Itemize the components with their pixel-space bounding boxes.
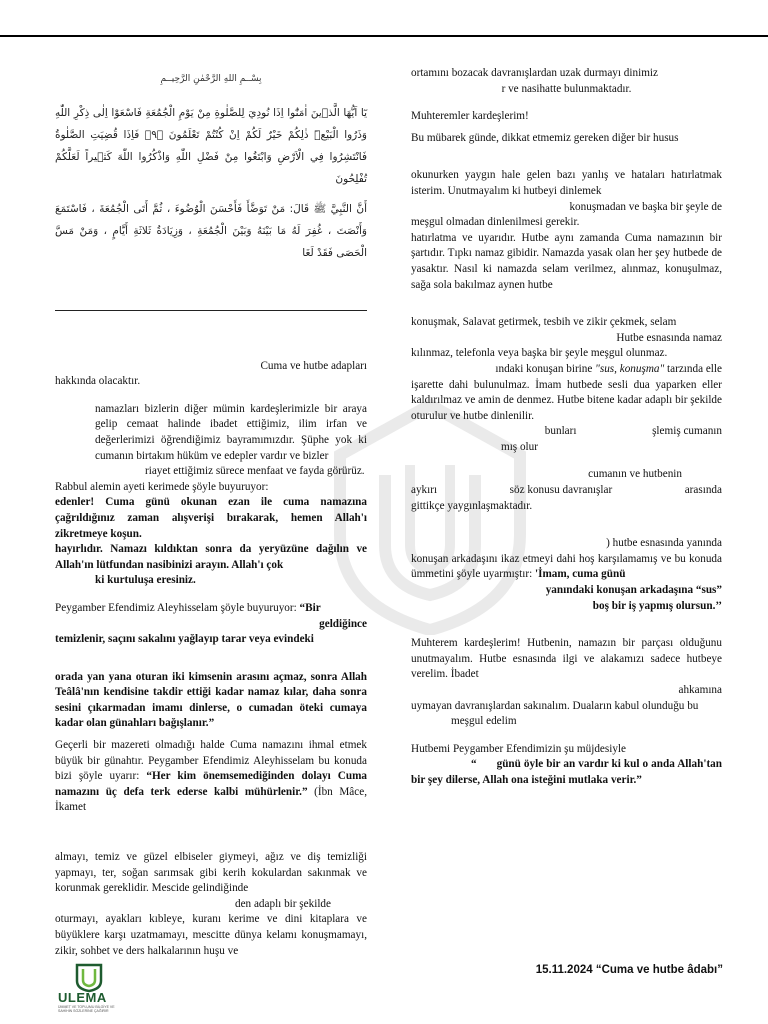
logo-subtitle: ÜMMET VE TOPLUMU BİLGİYE VE SAHİHİN SÖZLERİNE ÇAĞIRIR — [58, 1005, 115, 1013]
quote-bold: edenler! Cuma günü okunan ezan ile cuma namazına çağrıldığınız zaman alışverişi bırakarak, hemen Allah'ı zikretmeye koşun. — [55, 496, 367, 540]
paragraph: mış olur — [501, 440, 538, 453]
paragraph: okunurken yaygın hale gelen bazı yanlış ve hataları hatırlatmak isterim. Unutmayalım ki hutbeyi dinlemek — [411, 169, 722, 197]
paragraph: riayet ettiğimiz sürece menfaat ve fayda görürüz. — [145, 465, 365, 478]
paragraph: Muhterem kardeşlerim! Hutbenin, namazın bir parçası olduğunu unutmayalım. Hutbe esnasında ilgi ve alakamızı sadece hutbeye verelim. İbadet — [411, 637, 722, 681]
paragraph: meşgul olmadan dinlenilmesi gerekir. — [411, 216, 580, 229]
paragraph-text: arasında — [684, 484, 722, 497]
logo-text: ULEMA — [58, 990, 107, 1005]
quote-bold: geldiğince — [319, 617, 367, 630]
ayah-arabic: يَٓا اَيُّهَا الَّذ۪ينَ اٰمَنُٓوا اِذَا نُودِيَ لِلصَّلٰوةِ مِنْ يَوْمِ الْجُمُعَةِ فَاسْعَوْا اِلٰى ذِكْرِ اللّٰهِ وَذَرُوا الْبَيْعَۜ ذٰلِكُمْ خَيْرٌ لَكُمْ اِنْ كُنْتُمْ تَعْلَمُونَ ﴿٩﴾ فَاِذَا قُضِيَتِ الصَّلٰوةُ فَانْتَشِرُوا فِي الْاَرْضِ وَابْتَغُوا مِنْ فَضْلِ اللّٰهِ وَاذْكُرُوا اللّٰهَ كَث۪يراً لَعَلَّكُمْ تُفْلِحُونَ — [55, 106, 368, 185]
paragraph: Rabbul alemin ayeti kerimede şöyle buyuruyor: — [55, 480, 269, 493]
paragraph: r ve nasihatte bulunmaktadır. — [501, 82, 632, 95]
citation: (İbn Mâce, İkamet — [55, 785, 367, 814]
address: Muhteremler kardeşlerim! — [411, 110, 529, 123]
paragraph-text: bunları — [544, 425, 577, 438]
paragraph: ) hutbe esnasında yanında — [606, 537, 722, 550]
paragraph-text: ındaki konuşan birine — [495, 362, 593, 375]
quote-italic: "sus, konuşma" — [595, 362, 665, 375]
paragraph-text: tarzında elle — [667, 362, 722, 375]
paragraph: namazları bizlerin diğer mümin kardeşlerimizle bir araya gelip cemaat halinde ibadet ettiğimiz, ilim irfan ve değerlerimizi öğrendiğimiz bayramımızdır. Şüphe yok ki cumanın birtakım hüküm ve edepler vardır ve bizler — [95, 402, 367, 462]
quote-bold-text: günü öyle bir an vardır ki kul o anda Allah'tan bir şey dilerse, Allah ona isteğini mutlaka verir.” — [411, 758, 722, 786]
paragraph: işarette dahi bulunulmaz. İmam hutbede sesli dua yaparken eller kaldırılmaz ve amin de denmez. Hutbe bitene kadar adaplı bir şekilde oturulur ve hutbe dinlenilir. — [411, 378, 722, 422]
paragraph: Hutbe esnasında namaz — [616, 331, 722, 344]
section-title: Cuma ve hutbe adapları — [260, 359, 367, 372]
quote-bold: ki kurtuluşa eresiniz. — [95, 574, 196, 587]
paragraph-text: Geçerli bir mazereti olmadığı halde Cuma namazını ihmal etmek büyük bir günahtır. Peygamber Efendimiz Aleyhisselam bu konuda bizi şöyle uyarır: — [55, 739, 367, 783]
paragraph-text: şlemiş cumanın — [652, 425, 722, 438]
section-divider — [55, 310, 367, 311]
paragraph: Bu mübarek günde, dikkat etmemiz gereken diğer bir husus — [411, 131, 679, 144]
paragraph: hatırlatma ve uyarıdır. Hutbe aynı zamanda Cuma namazının bir şartıdır. Tıpkı namaz gibidir. Namazda yasak olan her şey hutbede de yasaktır. Nasıl ki namazda selam verilmez, alınmaz, konuşulmaz, sağa sola bakılmaz aynen hutbe — [411, 231, 722, 291]
quote-bold: “Her kim önemsemediğinden dolayı Cuma namazını üç defa terk ederse kalbi mühürlenir.” — [55, 770, 367, 798]
paragraph-text: Peygamber Efendimiz Aleyhisselam şöyle buyuruyor: — [55, 601, 297, 614]
quote-bold: yanındaki konuşan arkadaşına “sus” — [545, 584, 722, 597]
paragraph: uymayan davranışlardan sakınalım. Duaların kabul olunduğu bu — [411, 699, 699, 712]
paragraph: den adaplı bir şekilde — [235, 897, 331, 910]
paragraph — [411, 483, 722, 499]
paragraph: almayı, temiz ve güzel elbiseler giymeyi, ağız ve diş temizliği yapmayı, ter, soğan sarımsak gibi kerih kokulardan sakınmak ve korunmak gereklidir. Mescide gelindiğinde — [55, 851, 367, 895]
paragraph: konuşmadan ve başka bir şeyle de — [569, 200, 722, 213]
quote-bold: “Bir — [299, 601, 321, 614]
paragraph: kılınmaz, telefonla veya başka bir şeyle meşgul olunmaz. — [411, 347, 668, 360]
paragraph — [411, 552, 722, 583]
quote-open: “ — [471, 758, 477, 771]
paragraph — [411, 424, 722, 440]
quote-bold: 'İmam, cuma günü — [534, 568, 626, 581]
section-title-line-2: hakkında olacaktır. — [55, 375, 141, 388]
quote-bold — [411, 757, 722, 788]
quote-bold: hayırlıdır. Namazı kıldıktan sonra da yeryüzüne dağılın ve Allah'ın lütfundan nasibinizi arayın. Allah'ı çok — [55, 543, 367, 571]
quote-bold: orada yan yana oturan iki kimsenin arasını açmaz, sonra Allah Teâlâ'nın kendisine takdir ettiği kadar namaz kılar, daha sonra sesini çıkarmadan imamı dinlerse, o cumadan öteki cumaya kadar olan günahları bağışlanır.” — [55, 670, 367, 730]
paragraph-text: söz konusu davranışlar — [509, 484, 613, 497]
paragraph: gittikçe yaygınlaşmaktadır. — [411, 499, 533, 512]
paragraph: ahkamına — [678, 684, 722, 696]
quote-bold: boş bir iş yapmış olursun.’’ — [592, 599, 722, 612]
paragraph: meşgul edelim — [451, 715, 517, 728]
quote-bold: temizlenir, saçını sakalını yağlayıp tarar veya evindeki — [55, 633, 314, 646]
paragraph: oturmayı, ayakları kıbleye, kuranı kerime ve dini kitaplara ve büyüklere karşı uzatmamayı, mescitte dünya kelamı konuşmamayı, zikir, sohbet ve ders halkalarının huşu ve — [55, 913, 367, 957]
paragraph-text: konuşan arkadaşını ikaz etmeyi dahi hoş karşılamamış ve bu konuda ümmetini şöyle uyarmıştır: — [411, 552, 722, 581]
paragraph: ortamını bozacak davranışlardan uzak durmayı dinimiz — [411, 67, 658, 79]
paragraph — [411, 362, 722, 378]
basmala: بِسْــمِ اللهِ الرَّحْمٰنِ الرَّحِيــمِ — [160, 74, 262, 84]
paragraph: cumanın ve hutbenin — [588, 468, 682, 481]
paragraph-text: aykırı — [411, 484, 438, 497]
right-column — [411, 66, 722, 789]
paragraph: konuşmak, Salavat getirmek, tesbih ve zikir çekmek, selam — [411, 316, 677, 329]
hadith-arabic: أَنَّ النَّبِيَّ ﷺ قَالَ: مَنْ تَوَضَّأَ فَأَحْسَنَ الْوُضُوءَ ، ثُمَّ أَتَى الْجُمُعَةَ ، فَاسْتَمَعَ وَأَنْصَتَ ، غُفِرَ لَهُ مَا بَيْنَهُ وَبَيْنَ الْجُمُعَةِ ، وَزِيَادَةُ ثَلاثَةِ أَيَّامٍ ، وَمَنْ مَسَّ الْحَصَى فَقَدْ لَغَا — [55, 202, 367, 259]
footer-date-title: 15.11.2024 “Cuma ve hutbe âdabı” — [535, 964, 723, 976]
top-rule — [0, 35, 768, 37]
left-column — [55, 60, 367, 959]
paragraph: Hutbemi Peygamber Efendimizin şu müjdesiyle — [411, 742, 627, 755]
paragraph — [55, 601, 367, 617]
paragraph — [55, 738, 367, 816]
